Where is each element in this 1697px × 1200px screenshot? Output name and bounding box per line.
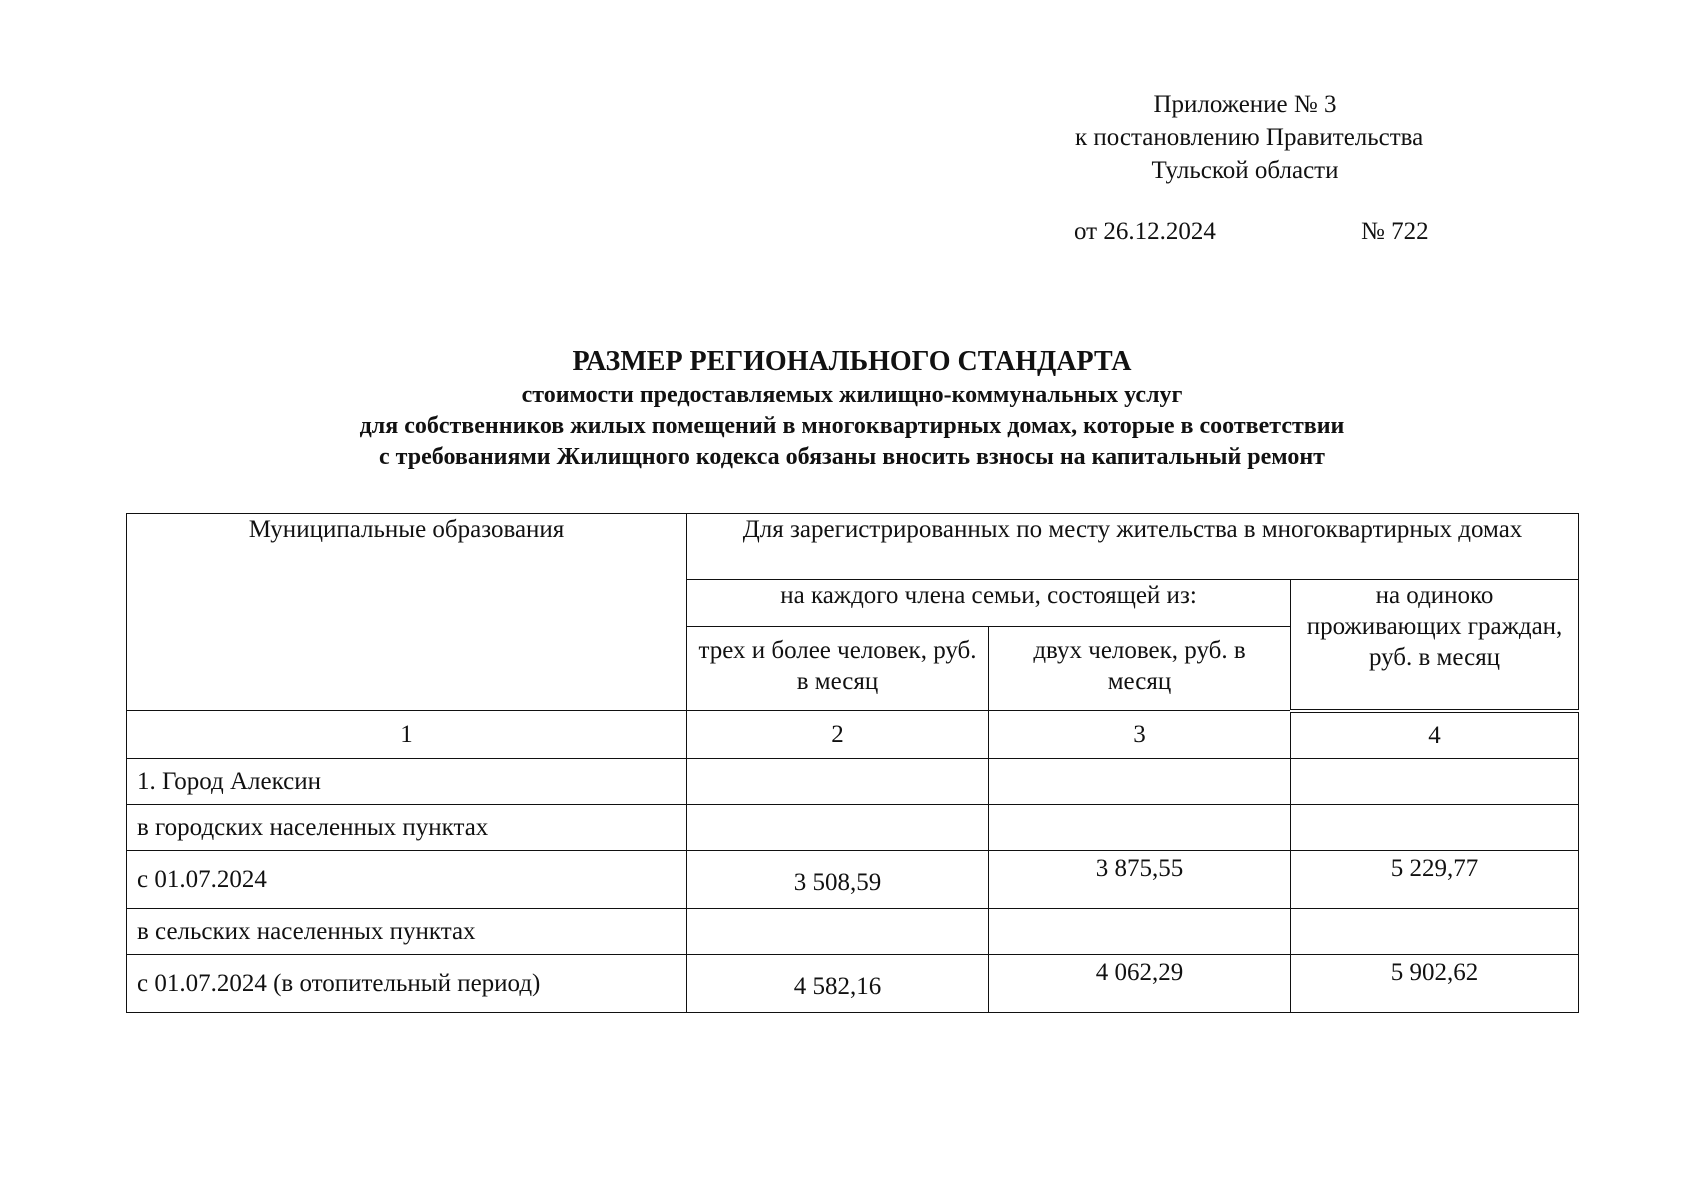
header-two: двух человек, руб. в месяц xyxy=(989,627,1291,711)
title-line: стоимости предоставляемых жилищно-коммунальных услуг xyxy=(521,382,1183,408)
row-label: с 01.07.2024 xyxy=(127,850,687,908)
cell-single: 5 902,62 xyxy=(1291,954,1579,1012)
cell-three-more xyxy=(687,758,989,804)
standard-cost-table xyxy=(126,513,1579,1013)
header-municipal: Муниципальные образования xyxy=(127,514,687,711)
column-number: 3 xyxy=(989,711,1291,759)
document-date: от 26.12.2024 xyxy=(1074,218,1216,245)
column-number: 4 xyxy=(1291,711,1579,759)
appendix-header xyxy=(1075,88,1424,187)
table-row xyxy=(127,758,1579,804)
table-row xyxy=(127,908,1579,954)
header-single: на одиноко проживающих граждан, руб. в месяц xyxy=(1291,580,1579,711)
cell-two xyxy=(989,908,1291,954)
table-row xyxy=(127,954,1579,1012)
column-number: 2 xyxy=(687,711,989,759)
cell-three-more: 4 582,16 xyxy=(687,954,989,1012)
appendix-line: Приложение № 3 xyxy=(1153,91,1337,118)
cell-single xyxy=(1291,758,1579,804)
cell-single xyxy=(1291,908,1579,954)
header-three-more: трех и более человек, руб. в месяц xyxy=(687,627,989,711)
title-line: для собственников жилых помещений в многоквартирных домах, которые в соответствии xyxy=(359,413,1345,439)
cell-three-more xyxy=(687,804,989,850)
table-row xyxy=(127,804,1579,850)
header-each-member: на каждого члена семьи, состоящей из: xyxy=(687,580,1291,627)
row-label: в сельских населенных пунктах xyxy=(127,908,687,954)
column-number: 1 xyxy=(127,711,687,759)
cell-two: 4 062,29 xyxy=(989,954,1291,1012)
document-title xyxy=(126,344,1578,473)
title-line: с требованиями Жилищного кодекса обязаны вносить взносы на капитальный ремонт xyxy=(379,444,1325,470)
cell-two xyxy=(989,758,1291,804)
cell-single: 5 229,77 xyxy=(1291,850,1579,908)
cell-two: 3 875,55 xyxy=(989,850,1291,908)
row-label: 1. Город Алексин xyxy=(127,758,687,804)
cell-three-more: 3 508,59 xyxy=(687,850,989,908)
document-number: № 722 xyxy=(1361,218,1429,245)
cell-single xyxy=(1291,804,1579,850)
appendix-line: к постановлению Правительства xyxy=(1075,124,1424,151)
table-row xyxy=(127,850,1579,908)
title-main: РАЗМЕР РЕГИОНАЛЬНОГО СТАНДАРТА xyxy=(572,346,1132,377)
appendix-line: Тульской области xyxy=(1151,157,1339,184)
header-registered: Для зарегистрированных по месту жительства в многоквартирных домах xyxy=(687,514,1579,580)
row-label: с 01.07.2024 (в отопительный период) xyxy=(127,954,687,1012)
column-number-row xyxy=(127,711,1579,759)
cell-three-more xyxy=(687,908,989,954)
cell-two xyxy=(989,804,1291,850)
row-label: в городских населенных пунктах xyxy=(127,804,687,850)
